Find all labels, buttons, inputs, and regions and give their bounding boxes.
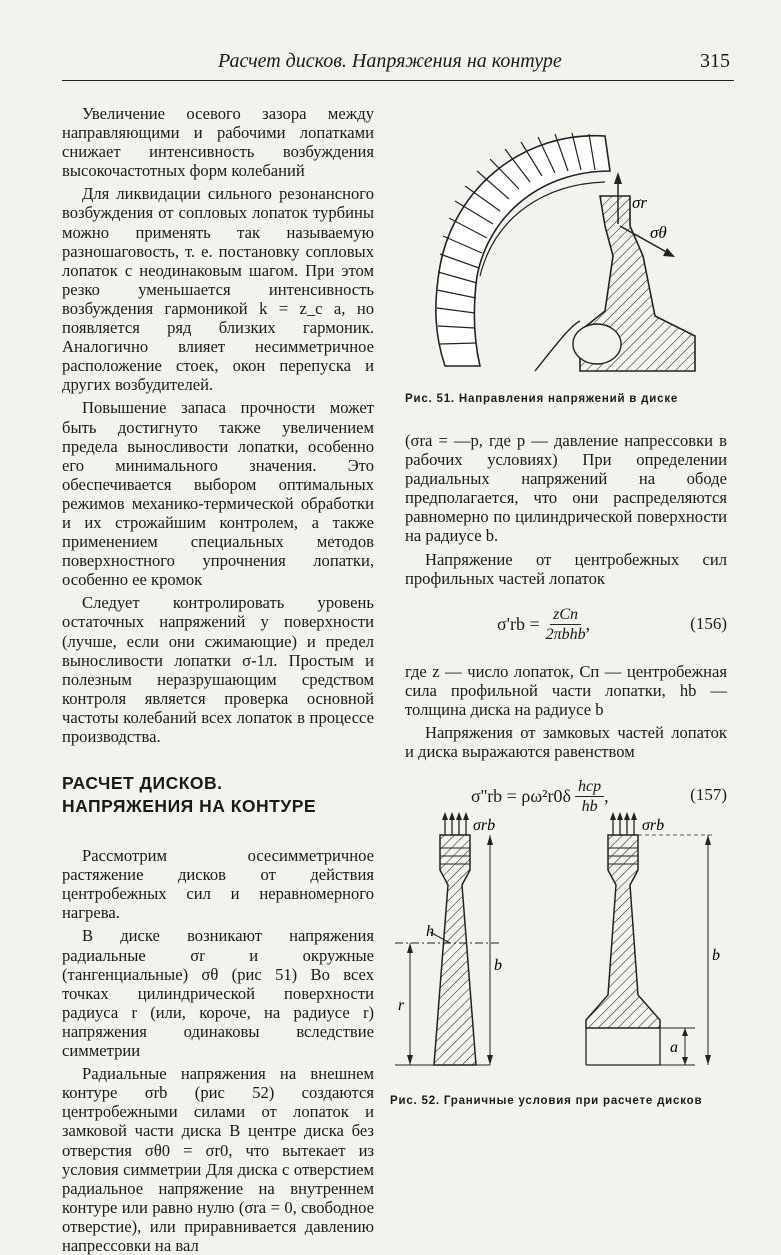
equation-156	[405, 598, 727, 652]
equation-157-denominator: hb	[581, 797, 598, 815]
equation-157-lhs: σ''rb = ρω²r0δ	[471, 785, 572, 806]
r-label: r	[398, 997, 405, 1014]
a-label: a	[670, 1039, 678, 1056]
section-heading-line: НАПРЯЖЕНИЯ НА КОНТУРЕ	[62, 796, 317, 817]
equation-156-denominator: 2πbhb	[545, 626, 586, 644]
right-disk-profile	[586, 812, 715, 1065]
paragraph: Следует контролировать уровень остаточных напряжений у поверхности (лучше, если они сжимающие) и предел выносливости лопатки σ-1л. Простым и полезным неразрушающим средством контроля является проверка основной частоты колебаний всех лопаток в процессе производства.	[62, 593, 374, 746]
b-right-label: b	[712, 947, 720, 964]
paragraph: Радиальные напряжения на внешнем контуре σrb (рис 52) создаются центробежными силами от лопаток и замковой части диска В центре диска без отверстия σθ0 = σr0, что вытекает из условия симметрии Для диска с отверстием радиальное напряжение на внутреннем контуре или равно нулю (σra = 0, свободное отверстие), или приравнивается давлению напрессовки на вал	[62, 1064, 374, 1255]
right-column	[405, 431, 727, 823]
equation-156-comma: ,	[585, 614, 591, 635]
sigma-rb-left-label: σrb	[473, 817, 496, 834]
paragraph: где z — число лопаток, Cп — центробежная сила профильной части лопатки, hb — толщина диска на радиусе b	[405, 661, 727, 719]
paragraph: Увеличение осевого зазора между направляющими и рабочими лопатками снижает интенсивность возбуждения высокочастотных форм колебаний	[62, 104, 374, 181]
sigma-rb-right-label: σrb	[642, 817, 665, 834]
equation-156-numerator: zCп	[550, 605, 581, 625]
equation-156-lhs: σ'rb =	[497, 614, 540, 635]
h-label: h	[426, 923, 434, 940]
left-disk-profile	[395, 812, 500, 1065]
section-heading-line: РАСЧЕТ ДИСКОВ.	[62, 773, 223, 794]
equation-157-numerator: hcp	[575, 777, 604, 797]
paragraph: Рассмотрим осесимметричное растяжение дисков от действия центробежных сил и неравномерного нагрева.	[62, 846, 374, 923]
paragraph: (σra = —p, где p — давление напрессовки в рабочих условиях) При определении радиальных напряжений на ободе предполагается, что они распределяются равномерно по цилиндрической поверхности на радиусе b.	[405, 431, 727, 546]
figure-52-boundary-conditions	[390, 810, 735, 1085]
figure-51-caption: Рис. 51. Направления напряжений в диске	[405, 393, 679, 405]
b-left-label: b	[494, 957, 502, 974]
equation-156-number: (156)	[690, 613, 727, 633]
sigma-r-label: σr	[632, 193, 647, 212]
equation-156-fraction	[546, 605, 586, 644]
figure-52-caption: Рис. 52. Граничные условия при расчете дисков	[390, 1095, 703, 1107]
figure-51-disk-stress-directions	[405, 96, 735, 381]
sigma-theta-label: σθ	[650, 223, 667, 242]
page-number: 315	[700, 50, 730, 72]
header-rule	[62, 80, 734, 81]
paragraph: Напряжение от центробежных сил профильных частей лопаток	[405, 549, 727, 588]
running-header-title: Расчет дисков. Напряжения на контуре	[218, 50, 562, 72]
equation-156-body	[497, 598, 590, 652]
left-column	[62, 104, 374, 1255]
paragraph: В диске возникают напряжения радиальные σr и окружные (тангенциальные) σθ (рис 51) Во всех точках цилиндрической поверхности радиуса r (или, короче, на радиусе r) напряжения одинаковы вследствие симметрии	[62, 926, 374, 1061]
equation-157-number: (157)	[690, 785, 727, 805]
section-heading	[62, 772, 374, 818]
paragraph: Для ликвидации сильного резонансного возбуждения от сопловых лопаток турбины можно применять так называемую разношаговость, т. е. постановку сопловых лопаток с неодинаковым шагом. При этом резко уменьшается интенсивность возбуждения гармоникой k = z_c a, но появляется ряд близких гармоник. Аналогично влияет несимметричное расположение стоек, окон перепуска и других возбудителей.	[62, 184, 374, 395]
disk-section	[535, 196, 695, 371]
paragraph: Напряжения от замковых частей лопаток и диска выражаются равенством	[405, 723, 727, 762]
equation-157-comma: ,	[604, 785, 609, 806]
paragraph: Повышение запаса прочности может быть достигнуто также увеличением предела выносливости лопатки, особенно его минимального значения. Это обеспечивается выбором оптимальных режимов механико-термической обработки и их строжайшим контролем, а также применением специальных методов поверхностного упрочнения лопатки, особенно ее кромок	[62, 398, 374, 590]
